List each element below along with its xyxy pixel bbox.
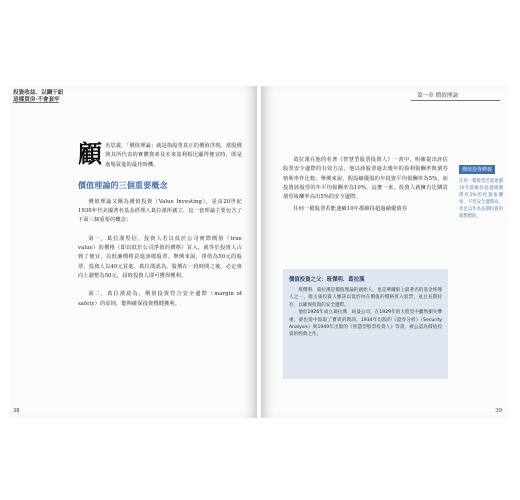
left-page: [10, 86, 257, 418]
header-rule: [411, 100, 500, 101]
callout-paragraph-2: 他於1926年成立葛拉漢．紐曼公司，在1929年的大股災中雖然損失慘重，卻也從中汲取了寶貴的教訓。1934年出版的《證券分析》（Security Analysis）與1949年出版的《智慧型股票投資人》等書，被公認為價值投資的經典之作。: [289, 310, 442, 338]
section-title: 價值理論的三個重要概念: [78, 179, 168, 190]
intro-text: 名思義，「價值理論」就是指股票真正的價值浮現。當股價與其所代表的實體資產及未來盈利相比顯得便宜時，即是進場買進的最佳時機。: [105, 143, 242, 168]
right-paragraph-1: 葛拉漢在他的名著《智慧型股票投資人》一書中，明確提出評估股票安全邊際的有效方法，他以該股票過去幾年的盈利報酬率與債券殖利率作比較。舉例來說，假設績優股的年投資平均報酬率為5%，而投資該股票的年平均報酬率為10%，這麼一來，投資人就擁有比購買債券報酬率高出5%的安全邊際。: [283, 157, 448, 201]
right-paragraph-2: 任何一檔股票若能連續10年都維持超過績優債券: [293, 206, 408, 213]
left-body: [78, 139, 242, 309]
paragraph-1: 價值理論又稱為價值投資（Value Investing），是由20世紀1930年代美國著名基金經理人葛拉漢所創立，這一套理論主要包含了下面三個重要的概念：: [78, 198, 242, 224]
page-number: 38: [13, 408, 20, 414]
intro-paragraph: [78, 139, 242, 170]
callout-body: [289, 287, 442, 339]
running-header-line1: 投資收益、以鋼干紐: [13, 90, 64, 96]
right-page: [261, 86, 508, 418]
header-rule: [13, 102, 59, 103]
paragraph-2: 第一，葛拉漢堅信，投資人若以低於公司實際價值（true value）的價格（即以低於公司淨值的價格）買入，就等於投資人占到了便宜，以低廉價格買進該檔股票。舉例來說，淨值為50元的股票，投資人以40元買進，葛拉漢認為，股價在一段時間之後，必定會向上調整為50元，屆時投資人即可獲得獲利。: [78, 235, 242, 279]
right-body: [283, 156, 448, 215]
sidebar-text: 任何一檔股票若能連續10年都維持超越績優債券5%的投資報酬率，不但安全邊際高，更足以作為長期投資的理想標的。: [459, 179, 503, 219]
callout-box: [283, 269, 448, 379]
callout-paragraph-1: 班傑明．葛拉漢是價值理論的創始人，也是華爾街上最著名的基金經理人之一，他主張投資人應該以低於內在價值的價格買入股票，並且長期持有，以確保投資的安全邊際。: [289, 288, 442, 308]
sidebar-title: 價值投資釋義: [459, 165, 495, 174]
chapter-header: 第一章 價值理論: [417, 93, 458, 99]
running-header-line2: 這樣買房·不會套牢: [13, 97, 60, 103]
sidebar-note: [459, 156, 503, 220]
drop-cap: 顧: [78, 139, 103, 168]
page-number: 39: [495, 408, 502, 414]
paragraph-3: 第二，葛拉漢認為，價值投資符合安全邊際（margin of safety）的原則，能夠確保投資穩健獲利。: [78, 291, 242, 307]
callout-title: 價值投資之父：班傑明．葛拉漢: [289, 277, 365, 283]
